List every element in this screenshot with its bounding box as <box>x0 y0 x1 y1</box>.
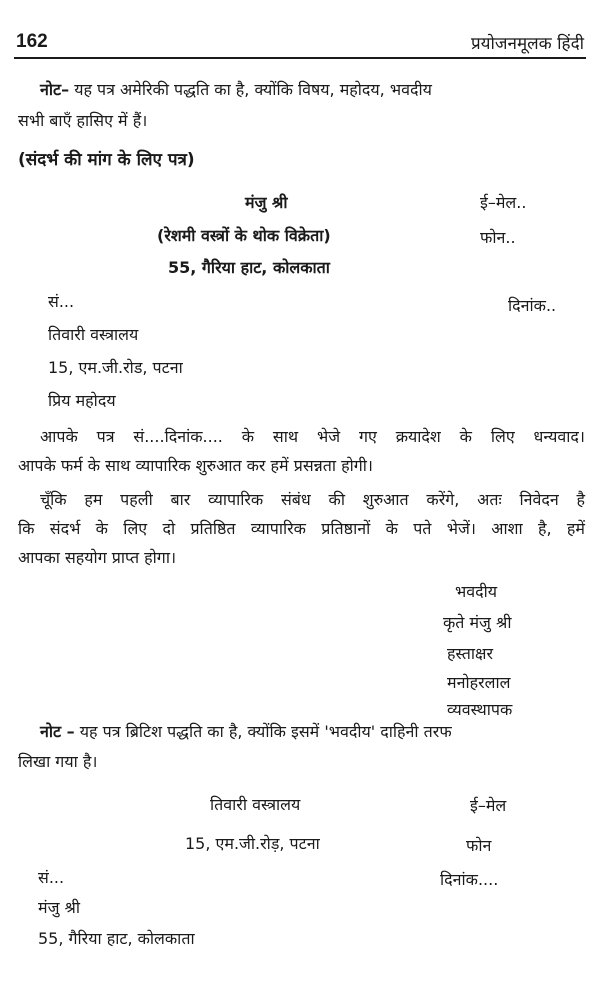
letter1-sender-name: मंजु श्री <box>245 193 288 212</box>
letter1-salutation: प्रिय महोदय <box>48 391 116 410</box>
letter1-recipient-name: तिवारी वस्त्रालय <box>48 325 139 344</box>
note2-line1 <box>40 722 586 742</box>
letter1-date-label: दिनांक.. <box>508 296 557 315</box>
letter2-ref-no: सं... <box>38 868 65 887</box>
letter2-recipient-address: 55, गैरिया हाट, कोलकाता <box>38 929 195 948</box>
header-rule <box>14 57 586 59</box>
note2-text1: यह पत्र ब्रिटिश पद्धति का है, क्योंकि इसमें 'भवदीय' दाहिनी तरफ <box>79 722 452 741</box>
note1-line2: सभी बाएँ हासिए में हैं। <box>18 111 148 130</box>
running-title: प्रयोजनमूलक हिंदी <box>471 34 584 54</box>
letter1-para1-line1: आपके पत्र सं....दिनांक.... के साथ भेजे गए क्रयादेश के लिए धन्यवाद। <box>40 427 585 446</box>
letter1-closing: भवदीय <box>455 582 498 601</box>
letter2-sender-address: 15, एम.जी.रोड़, पटना <box>185 834 320 853</box>
letter1-ref-no: सं... <box>48 292 75 311</box>
letter2-recipient-name: मंजु श्री <box>38 898 80 917</box>
letter1-sender-address: 55, गैरिया हाट, कोलकाता <box>168 258 330 277</box>
note2-line2: लिखा गया है। <box>18 752 98 771</box>
note1-text1: यह पत्र अमेरिकी पद्धति का है, क्योंकि विषय, महोदय, भवदीय <box>74 80 432 99</box>
letter1-for-line: कृते मंजु श्री <box>443 613 512 632</box>
note1-label: नोट– <box>40 80 70 99</box>
note2-label: नोट – <box>40 722 75 741</box>
letter1-sender-desc: (रेशमी वस्त्रों के थोक विक्रेता) <box>157 226 331 245</box>
letter2-date-label: दिनांक.... <box>440 870 499 889</box>
letter1-signatory: मनोहरलाल <box>447 673 511 692</box>
letter2-phone-label: फोन <box>466 836 492 855</box>
letter1-email-label: ई–मेल.. <box>480 193 527 212</box>
letter1-signature: हस्ताक्षर <box>447 644 494 663</box>
letter1-designation: व्यवस्थापक <box>447 700 513 719</box>
note1-line1 <box>40 80 432 100</box>
letter2-sender-name: तिवारी वस्त्रालय <box>210 795 301 814</box>
letter1-para2-line2: कि संदर्भ के लिए दो प्रतिष्ठित व्यापारिक प्रतिष्ठानों के पते भेजें। आशा है, हमें <box>18 519 585 538</box>
letter1-para2-line3: आपका सहयोग प्राप्त होगा। <box>18 548 177 567</box>
page-number: 162 <box>16 31 48 52</box>
letter1-phone-label: फोन.. <box>480 228 516 247</box>
letter1-recipient-address: 15, एम.जी.रोड, पटना <box>48 358 183 377</box>
section-heading: (संदर्भ की मांग के लिए पत्र) <box>18 150 195 170</box>
letter2-email-label: ई–मेल <box>470 796 507 815</box>
letter1-para2-line1: चूँकि हम पहली बार व्यापारिक संबंध की शुरुआत करेंगे, अतः निवेदन है <box>40 490 585 509</box>
letter1-para1-line2: आपके फर्म के साथ व्यापारिक शुरुआत कर हमें प्रसन्नता होगी। <box>18 456 373 475</box>
